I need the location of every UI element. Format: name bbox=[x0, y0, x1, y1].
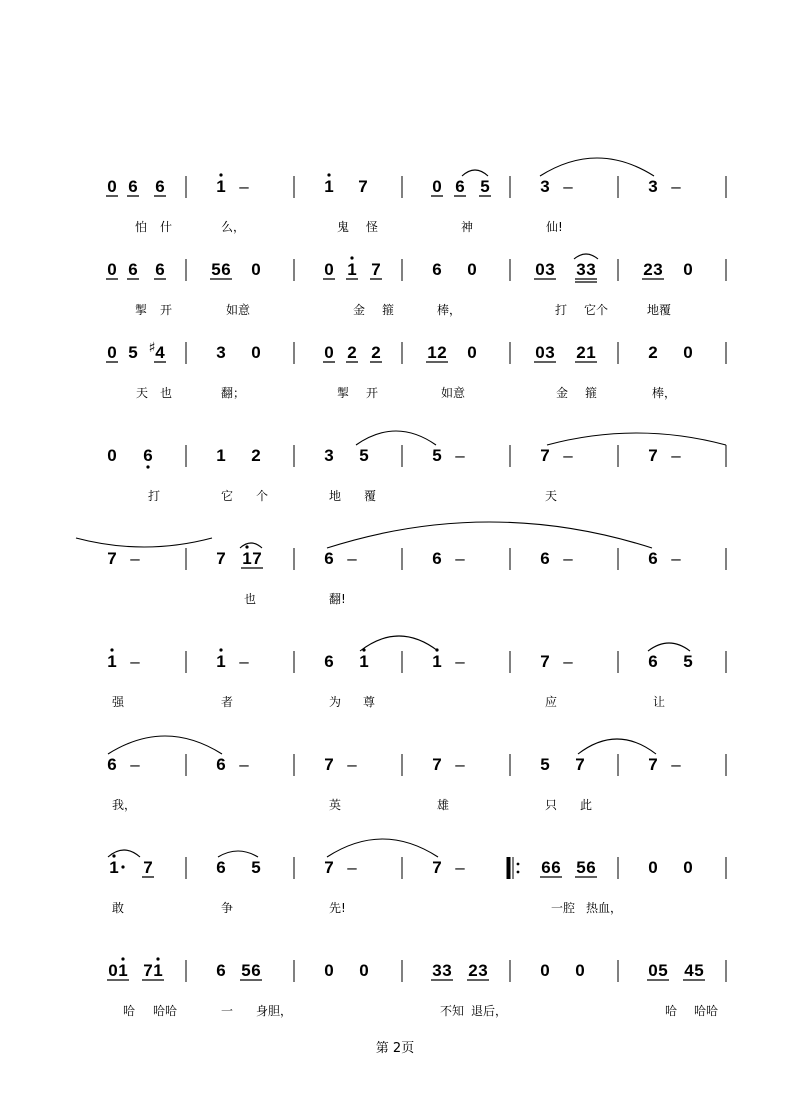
note-digit: 6 bbox=[128, 177, 138, 196]
lyric-syllable: 仙! bbox=[546, 220, 563, 234]
lyric-syllable: 金 bbox=[556, 386, 569, 400]
notes bbox=[106, 173, 705, 980]
slur bbox=[108, 736, 222, 754]
note-digit: 1 bbox=[347, 260, 357, 279]
sustain-dash-glyph: – bbox=[347, 755, 357, 774]
note-digit: 3 bbox=[545, 343, 555, 362]
lyric-syllable: 英 bbox=[329, 798, 342, 812]
note-digit: 6 bbox=[324, 549, 334, 568]
sustain-dash-glyph: – bbox=[563, 652, 573, 671]
sustain-dash-glyph: – bbox=[347, 858, 357, 877]
note-digit: 1 bbox=[153, 961, 163, 980]
high-octave-dot bbox=[350, 256, 353, 259]
note-digit: 3 bbox=[648, 177, 658, 196]
lyric-syllable: 敢 bbox=[112, 901, 125, 915]
lyric-syllable: 棒， bbox=[437, 303, 462, 317]
lyric-syllable: 神 bbox=[461, 220, 474, 234]
note-digit: 6 bbox=[455, 177, 465, 196]
lyric-syllable: 者 bbox=[221, 695, 234, 709]
sustain-dash-glyph: – bbox=[130, 652, 140, 671]
lyric-syllable: 如意 bbox=[226, 303, 251, 317]
note-digit: 6 bbox=[216, 961, 226, 980]
note-digit: 2 bbox=[371, 343, 381, 362]
note-digit: 7 bbox=[540, 446, 550, 465]
note-digit: 7 bbox=[324, 755, 334, 774]
note-digit: 3 bbox=[442, 961, 452, 980]
note-digit: 3 bbox=[586, 260, 596, 279]
lyric-syllable: 让 bbox=[653, 695, 666, 709]
lyric-syllable: 也 bbox=[244, 592, 257, 606]
note-digit: 6 bbox=[324, 652, 334, 671]
note-digit: 0 bbox=[324, 260, 334, 279]
note-digit: 2 bbox=[251, 446, 261, 465]
note-digit: 1 bbox=[216, 652, 226, 671]
lyric-syllable: 怕 bbox=[135, 220, 148, 234]
slur bbox=[648, 643, 690, 651]
repeat-dot bbox=[517, 863, 520, 866]
note-digit: 3 bbox=[576, 260, 586, 279]
lyric-syllable: 地 bbox=[329, 489, 342, 503]
lyric-syllable: 身胆， bbox=[256, 1004, 293, 1018]
note-digit: 1 bbox=[427, 343, 437, 362]
slur bbox=[240, 543, 262, 548]
note-digit: 6 bbox=[648, 652, 658, 671]
note-digit: 6 bbox=[541, 858, 551, 877]
note-digit: 6 bbox=[540, 549, 550, 568]
note-digit: 1 bbox=[359, 652, 369, 671]
note-digit: 0 bbox=[467, 343, 477, 362]
slur bbox=[574, 254, 598, 259]
high-octave-dot bbox=[121, 957, 124, 960]
high-octave-dot bbox=[219, 648, 222, 651]
sustain-dash-glyph: – bbox=[455, 446, 465, 465]
lyric-syllable: 一 bbox=[221, 1004, 234, 1018]
note-digit: 1 bbox=[216, 446, 226, 465]
sharp-sign: ♯ bbox=[148, 340, 156, 356]
note-digit: 0 bbox=[108, 961, 118, 980]
lyric-syllable: 哈哈 bbox=[694, 1004, 719, 1018]
slur bbox=[218, 851, 258, 857]
lyric-syllable: 打 bbox=[555, 303, 568, 317]
note-digit: 0 bbox=[683, 260, 693, 279]
lyric-syllable: 掣 bbox=[337, 386, 350, 400]
lyric-syllable: 先! bbox=[329, 901, 346, 915]
lyric-syllable: 箍 bbox=[382, 303, 395, 317]
lyric-syllable: 哈 bbox=[665, 1004, 678, 1018]
lyric-syllable: 一腔 bbox=[551, 901, 576, 915]
note-digit: 1 bbox=[432, 652, 442, 671]
augmentation-dot bbox=[121, 865, 124, 868]
note-digit: 0 bbox=[575, 961, 585, 980]
note-digit: 0 bbox=[107, 446, 117, 465]
sustain-dash-glyph: – bbox=[239, 755, 249, 774]
sustain-dash-glyph: – bbox=[671, 549, 681, 568]
lyric-syllable: 哈哈 bbox=[153, 1004, 178, 1018]
note-digit: 0 bbox=[107, 260, 117, 279]
lyric-syllable: 争 bbox=[221, 901, 234, 915]
note-digit: 3 bbox=[432, 961, 442, 980]
note-digit: 6 bbox=[221, 260, 231, 279]
high-octave-dot bbox=[219, 173, 222, 176]
sustain-dash-glyph: – bbox=[455, 652, 465, 671]
sustain-dash-glyph: – bbox=[563, 549, 573, 568]
note-digit: 6 bbox=[155, 260, 165, 279]
note-digit: 5 bbox=[128, 343, 138, 362]
sustain-dash-glyph: – bbox=[671, 177, 681, 196]
note-digit: 1 bbox=[118, 961, 128, 980]
note-digit: 1 bbox=[324, 177, 334, 196]
lyric-syllable: 翻! bbox=[329, 592, 346, 606]
note-digit: 6 bbox=[586, 858, 596, 877]
note-digit: 2 bbox=[643, 260, 653, 279]
note-digit: 6 bbox=[216, 858, 226, 877]
lyric-syllable: 掣 bbox=[135, 303, 148, 317]
lyric-syllable: 金 bbox=[353, 303, 366, 317]
note-digit: 0 bbox=[467, 260, 477, 279]
high-octave-dot bbox=[245, 545, 248, 548]
note-digit: 0 bbox=[359, 961, 369, 980]
note-digit: 1 bbox=[107, 652, 117, 671]
note-digit: 0 bbox=[324, 961, 334, 980]
note-digit: 0 bbox=[251, 260, 261, 279]
note-digit: 7 bbox=[432, 755, 442, 774]
note-digit: 6 bbox=[648, 549, 658, 568]
note-digit: 7 bbox=[107, 549, 117, 568]
note-digit: 5 bbox=[251, 858, 261, 877]
note-digit: 1 bbox=[242, 549, 252, 568]
note-digit: 4 bbox=[155, 343, 165, 362]
note-digit: 6 bbox=[216, 755, 226, 774]
lyric-syllable: 热血， bbox=[586, 901, 623, 915]
low-octave-dot bbox=[146, 465, 149, 468]
note-digit: 1 bbox=[109, 858, 119, 877]
note-digit: 1 bbox=[216, 177, 226, 196]
note-digit: 3 bbox=[653, 260, 663, 279]
high-octave-dot bbox=[362, 648, 365, 651]
note-digit: 6 bbox=[432, 549, 442, 568]
note-digit: 3 bbox=[216, 343, 226, 362]
note-digit: 0 bbox=[535, 343, 545, 362]
lyric-syllable: 不知 bbox=[440, 1004, 465, 1018]
lyric-syllable: 强 bbox=[112, 695, 125, 709]
note-digit: 0 bbox=[107, 343, 117, 362]
page-number: 第 2页 bbox=[375, 1041, 415, 1056]
lyric-syllable: 打 bbox=[148, 489, 161, 503]
note-digit: 6 bbox=[432, 260, 442, 279]
note-digit: 2 bbox=[347, 343, 357, 362]
lyric-syllable: 哈 bbox=[123, 1004, 136, 1018]
lyric-syllable: 怪 bbox=[366, 220, 379, 234]
slurs-and-ties bbox=[76, 158, 726, 857]
lyric-syllable: 应 bbox=[545, 695, 558, 709]
high-octave-dot bbox=[110, 648, 113, 651]
lyric-syllable: 翻； bbox=[221, 386, 246, 400]
slur bbox=[76, 538, 212, 547]
sustain-dash-glyph: – bbox=[130, 549, 140, 568]
lyric-syllable: 它个 bbox=[584, 303, 609, 317]
lyric-syllable: 它 bbox=[221, 489, 234, 503]
lyric-syllable: 尊 bbox=[363, 695, 376, 709]
sustain-dash-glyph: – bbox=[455, 755, 465, 774]
note-digit: 0 bbox=[324, 343, 334, 362]
lyric-syllable: 如意 bbox=[441, 386, 466, 400]
sustain-dash-glyph: – bbox=[671, 446, 681, 465]
sustain-dash-glyph: – bbox=[239, 652, 249, 671]
high-octave-dot bbox=[156, 957, 159, 960]
note-digit: 5 bbox=[576, 858, 586, 877]
lyric-syllable: 什 bbox=[160, 220, 173, 234]
note-digit: 5 bbox=[658, 961, 668, 980]
note-digit: 5 bbox=[432, 446, 442, 465]
lyric-syllable: 也 bbox=[160, 386, 173, 400]
note-digit: 7 bbox=[575, 755, 585, 774]
note-digit: 7 bbox=[216, 549, 226, 568]
slur bbox=[356, 431, 436, 445]
lyric-syllable: 开 bbox=[366, 386, 379, 400]
high-octave-dot bbox=[327, 173, 330, 176]
note-digit: 2 bbox=[576, 343, 586, 362]
note-digit: 2 bbox=[648, 343, 658, 362]
note-digit: 7 bbox=[358, 177, 368, 196]
lyric-syllable: 棒， bbox=[652, 386, 677, 400]
lyric-syllable: 为 bbox=[329, 695, 342, 709]
note-digit: 2 bbox=[468, 961, 478, 980]
note-digit: 0 bbox=[251, 343, 261, 362]
note-digit: 0 bbox=[540, 961, 550, 980]
sustain-dash-glyph: – bbox=[563, 446, 573, 465]
note-digit: 7 bbox=[540, 652, 550, 671]
slur bbox=[540, 158, 654, 176]
lyric-syllable: 天 bbox=[545, 489, 558, 503]
note-digit: 6 bbox=[155, 177, 165, 196]
lyric-syllable: 箍 bbox=[585, 386, 598, 400]
note-digit: 7 bbox=[648, 446, 658, 465]
note-digit: 5 bbox=[241, 961, 251, 980]
note-digit: 2 bbox=[437, 343, 447, 362]
lyric-syllable: 地覆 bbox=[647, 303, 672, 317]
lyric-syllable: 开 bbox=[160, 303, 173, 317]
slur bbox=[360, 636, 438, 651]
lyric-syllable: 天 bbox=[136, 386, 149, 400]
slur bbox=[547, 433, 726, 445]
note-digit: 1 bbox=[586, 343, 596, 362]
sustain-dash-glyph: – bbox=[563, 177, 573, 196]
note-digit: 6 bbox=[128, 260, 138, 279]
sustain-dash-glyph: – bbox=[130, 755, 140, 774]
note-digit: 5 bbox=[480, 177, 490, 196]
lyric-syllable: 退后， bbox=[471, 1004, 508, 1018]
sustain-dash-glyph: – bbox=[455, 858, 465, 877]
note-digit: 0 bbox=[535, 260, 545, 279]
note-digit: 5 bbox=[359, 446, 369, 465]
slur bbox=[578, 739, 656, 754]
high-octave-dot bbox=[435, 648, 438, 651]
note-digit: 3 bbox=[540, 177, 550, 196]
note-digit: 6 bbox=[551, 858, 561, 877]
note-digit: 3 bbox=[324, 446, 334, 465]
note-digit: 3 bbox=[478, 961, 488, 980]
note-digit: 0 bbox=[648, 858, 658, 877]
note-digit: 5 bbox=[540, 755, 550, 774]
lyric-syllable: 个 bbox=[256, 489, 269, 503]
note-digit: 5 bbox=[683, 652, 693, 671]
note-digit: 7 bbox=[143, 858, 153, 877]
lyric-syllable: 只 bbox=[545, 798, 558, 812]
lyric-syllable: 此 bbox=[580, 798, 593, 812]
lyrics bbox=[112, 219, 718, 1018]
note-digit: 0 bbox=[648, 961, 658, 980]
slur bbox=[462, 170, 488, 176]
lyric-syllable: 雄 bbox=[437, 798, 450, 812]
slur bbox=[327, 839, 438, 857]
note-digit: 5 bbox=[694, 961, 704, 980]
note-digit: 0 bbox=[107, 177, 117, 196]
note-digit: 7 bbox=[371, 260, 381, 279]
slur bbox=[327, 522, 652, 548]
note-digit: 0 bbox=[432, 177, 442, 196]
note-digit: 0 bbox=[683, 343, 693, 362]
high-octave-dot bbox=[112, 854, 115, 857]
sustain-dash-glyph: – bbox=[455, 549, 465, 568]
note-digit: 6 bbox=[143, 446, 153, 465]
lyric-syllable: 覆 bbox=[364, 489, 377, 503]
repeat-dot bbox=[517, 871, 520, 874]
note-digit: 7 bbox=[324, 858, 334, 877]
sustain-dash-glyph: – bbox=[347, 549, 357, 568]
note-digit: 5 bbox=[211, 260, 221, 279]
note-digit: 0 bbox=[683, 858, 693, 877]
note-digit: 6 bbox=[251, 961, 261, 980]
sustain-dash-glyph: – bbox=[671, 755, 681, 774]
note-digit: 7 bbox=[432, 858, 442, 877]
note-digit: 7 bbox=[143, 961, 153, 980]
note-digit: 7 bbox=[252, 549, 262, 568]
lyric-syllable: 么， bbox=[221, 220, 246, 234]
note-digit: 6 bbox=[107, 755, 117, 774]
note-digit: 4 bbox=[684, 961, 694, 980]
note-digit: 3 bbox=[545, 260, 555, 279]
sustain-dash-glyph: – bbox=[239, 177, 249, 196]
note-digit: 7 bbox=[648, 755, 658, 774]
lyric-syllable: 我， bbox=[112, 798, 137, 812]
lyric-syllable: 鬼 bbox=[337, 220, 350, 234]
